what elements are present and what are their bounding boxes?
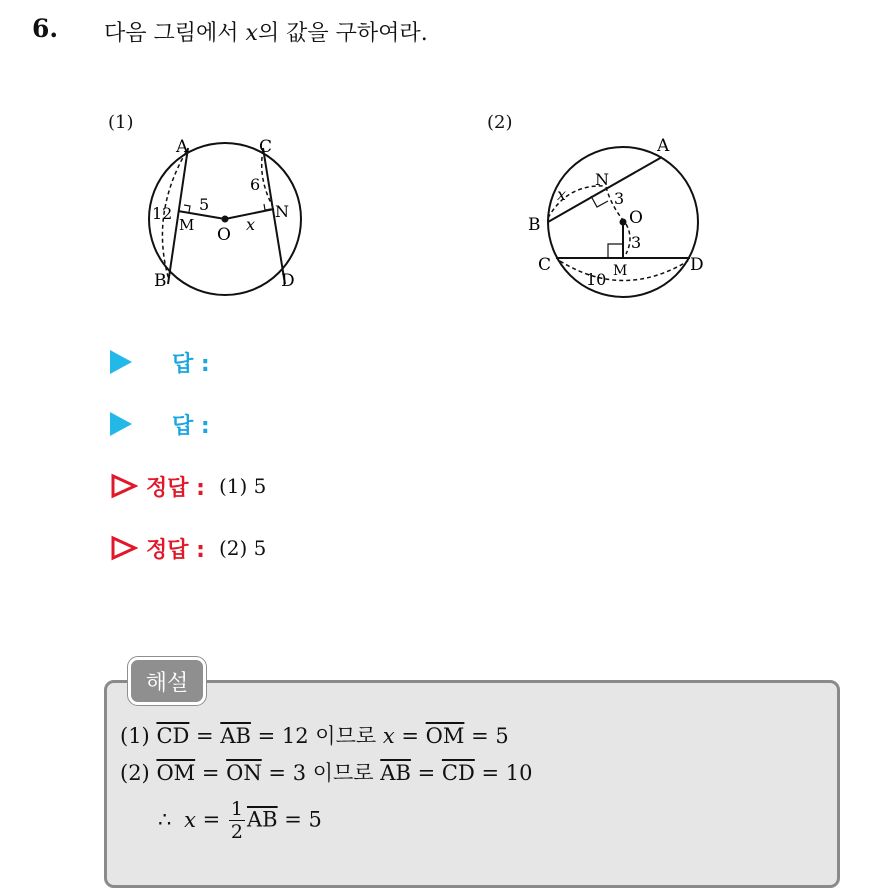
fig2-value-om: 3 [631,233,642,252]
solution-tag: 해설 [128,657,206,705]
figure2-label: (2) [487,112,513,133]
fig1-value-cn: 6 [250,175,261,194]
question-text-after: 의 값을 구하여라. [257,21,428,46]
fig1-value-om: 5 [199,195,210,214]
correct-answer-row-1 [110,471,266,501]
fig2-point-c: C [538,255,552,275]
question-text [104,16,428,47]
solution-line-2 [120,757,532,787]
correct-label-2: 정답 : [146,537,205,563]
fig2-value-bn: x [557,185,567,204]
fig2-dashed-arc-om [626,224,630,254]
figure1-label: (1) [108,112,134,133]
fig2-point-b: B [528,215,541,235]
outline-triangle-icon [110,473,138,499]
fig1-right-angle-m [184,205,190,212]
fig1-value-on: x [246,215,256,234]
correct-value-1: (1) 5 [218,474,267,498]
sol1-rest: = 12 이므로 [257,724,377,748]
fig2-point-a: A [657,136,670,156]
sol3-fraction [229,800,245,842]
answer-row-2 [110,409,210,439]
fig2-point-m: M [613,263,628,279]
fig2-point-n: N [595,170,609,189]
sol2-mid: = 3 이므로 [268,761,374,785]
sol2-end: = 10 [481,761,533,785]
fig1-point-b: B [154,271,167,291]
sol1-x: x [382,724,395,748]
sol1-om: $\overline{OM}$ [425,724,465,748]
sol2-num: (2) [120,761,150,785]
correct-value-2: (2) 5 [218,536,267,560]
sol1-ab: $\overline{AB}$ [220,724,251,748]
fig1-value-ab: 12 [152,204,173,223]
figure1-diagram [140,125,320,305]
sol1-eq1: = [196,724,214,748]
sol2-eq2: = [417,761,436,785]
sol1-eq2: = [401,724,419,748]
sol1-cd: $\overline{CD}$ [156,724,190,748]
sol3-eq: = [202,807,221,832]
correct-label-1: 정답 : [146,475,205,501]
sol2-eq1: = [201,761,220,785]
solution-line-3 [158,800,322,842]
sol1-end: = 5 [471,724,509,748]
question-number: 6. [32,14,59,43]
fig2-right-angle-n [591,196,608,207]
fig1-right-angle-n [264,204,271,210]
sol2-cd: $\overline{CD}$ [441,761,475,785]
sol2-on: $\overline{ON}$ [226,761,262,785]
fig1-point-o: O [217,225,231,245]
sol3-x: x [184,807,196,832]
fig1-point-d: D [281,271,295,291]
sol2-om: $\overline{OM}$ [156,761,196,785]
sol2-ab: $\overline{AB}$ [380,761,411,785]
solution-line-1 [120,720,509,750]
fig2-value-cd: 10 [586,270,607,289]
play-triangle-icon [110,350,132,374]
answer-label-1: 답 : [172,351,210,377]
sol3-end: = 5 [284,807,322,832]
outline-triangle-icon [110,535,138,561]
figure2-diagram [525,130,710,305]
fig1-point-c: C [259,137,273,157]
fig1-point-m: M [179,216,195,234]
correct-answer-row-2 [110,533,266,563]
fig1-point-a: A [176,137,189,157]
sol1-num: (1) [120,724,150,748]
fig2-right-angle-m [608,244,622,258]
question-variable: x [245,21,258,46]
sol3-fraction-den: 2 [230,821,243,843]
fig2-value-on: 3 [614,189,625,208]
sol3-fraction-num: 1 [230,798,243,820]
fig1-point-n: N [275,202,289,221]
sol3-therefore: ∴ [158,807,172,832]
fig1-center-dot [222,216,229,223]
question-text-before: 다음 그림에서 [104,21,239,46]
answer-label-2: 답 : [172,413,210,439]
answer-row-1 [110,347,210,377]
fig2-center-dot [620,219,627,226]
fig2-point-d: D [690,255,704,275]
fig2-point-o: O [629,208,643,228]
play-triangle-icon [110,412,132,436]
sol3-ab: $\overline{AB}$ [246,807,278,832]
